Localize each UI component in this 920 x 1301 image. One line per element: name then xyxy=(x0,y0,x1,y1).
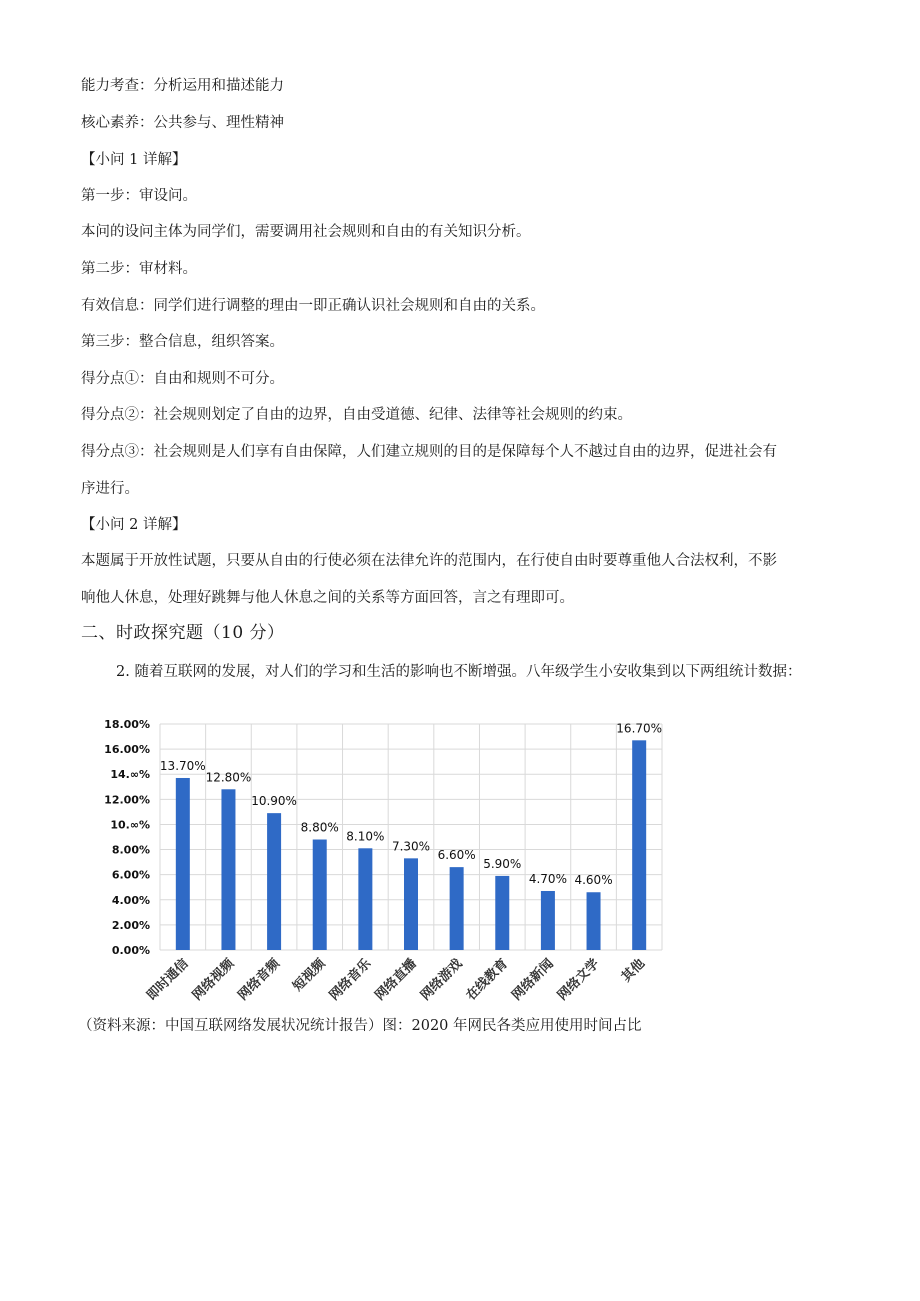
y-tick-label: 8.00% xyxy=(111,843,150,857)
literacy-line: 核心素养：公共参与、理性精神 xyxy=(81,115,284,131)
bar xyxy=(404,858,418,950)
bar xyxy=(358,848,372,950)
y-tick-label: 4.00% xyxy=(111,893,150,907)
x-tick-label: 即时通信 xyxy=(144,956,192,1004)
data-label: 6.60% xyxy=(437,848,476,863)
effective-info: 有效信息：同学们进行调整的理由一即正确认识社会规则和自由的关系。 xyxy=(81,298,545,314)
bar xyxy=(587,892,601,950)
data-label: 10.90% xyxy=(251,794,297,809)
q2-title: 【小问 2 详解】 xyxy=(81,517,187,533)
x-tick-label: 网络新闻 xyxy=(509,956,557,1004)
q2-intro: 2. 随着互联网的发展，对人们的学习和生活的影响也不断增强。八年级学生小安收集到以下两组统计数据： xyxy=(116,664,802,680)
x-tick-label: 网络音乐 xyxy=(326,956,375,1004)
y-tick-label: 12.00% xyxy=(104,793,150,807)
data-label: 7.30% xyxy=(391,839,431,854)
data-label: 12.80% xyxy=(205,770,252,785)
data-label: 4.70% xyxy=(528,871,567,886)
section-heading: 二、时政探究题（10 分） xyxy=(81,623,285,643)
x-tick-label: 网络视频 xyxy=(189,956,238,1004)
bar xyxy=(632,740,646,950)
y-tick-label: 18.00% xyxy=(104,718,150,731)
x-tick-label: 在线教育 xyxy=(463,956,512,1004)
q1-title: 【小问 1 详解】 xyxy=(81,152,187,168)
ability-line: 能力考查：分析运用和描述能力 xyxy=(81,78,284,94)
x-tick-label: 网络游戏 xyxy=(418,956,466,1004)
y-tick-label: 10.∞% xyxy=(110,818,150,832)
x-tick-label: 网络直播 xyxy=(372,956,420,1004)
x-tick-label: 网络音频 xyxy=(235,956,283,1004)
step1-line: 第一步：审设问。 xyxy=(81,188,197,204)
data-label: 13.70% xyxy=(159,758,206,773)
y-tick-label: 6.00% xyxy=(111,868,150,882)
q2-line1: 本题属于开放性试题，只要从自由的行使必须在法律允许的范围内，在行使自由时要尊重他人合法权利，不影 xyxy=(81,553,777,569)
data-label: 8.10% xyxy=(346,829,385,844)
bar xyxy=(267,813,281,950)
y-tick-label: 0.00% xyxy=(111,944,150,957)
point1-line: 得分点①：自由和规则不可分。 xyxy=(81,371,284,387)
usage-bar-chart xyxy=(90,704,680,1020)
x-tick-label: 短视频 xyxy=(290,956,329,995)
point3-line2: 序进行。 xyxy=(81,481,139,497)
bar xyxy=(313,840,327,950)
step3-line: 第三步：整合信息，组织答案。 xyxy=(81,334,284,350)
bar xyxy=(450,867,464,950)
step2-line: 第二步：审材料。 xyxy=(81,261,197,277)
point3-line1: 得分点③：社会规则是人们享有自由保障，人们建立规则的目的是保障每个人不越过自由的边界，促进社会有 xyxy=(81,444,777,460)
bar xyxy=(221,789,235,950)
y-tick-label: 14.∞% xyxy=(110,768,150,782)
q2-line2: 响他人休息，处理好跳舞与他人休息之间的关系等方面回答，言之有理即可。 xyxy=(81,590,574,606)
point2-line: 得分点②：社会规则划定了自由的边界，自由受道德、纪律、法律等社会规则的约束。 xyxy=(81,407,632,423)
chart-svg xyxy=(90,704,680,1020)
step1-detail: 本问的设问主体为同学们，需要调用社会规则和自由的有关知识分析。 xyxy=(81,224,531,240)
data-label: 8.80% xyxy=(300,820,339,835)
y-tick-label: 16.00% xyxy=(104,743,150,757)
y-tick-label: 2.00% xyxy=(111,918,150,932)
bar xyxy=(176,778,190,950)
x-tick-label: 网络文学 xyxy=(554,956,603,1004)
data-label: 16.70% xyxy=(616,721,663,736)
data-label: 4.60% xyxy=(574,873,613,888)
data-label: 5.90% xyxy=(483,856,522,871)
chart-caption: （资料来源：中国互联网络发展状况统计报告）图：2020 年网民各类应用使用时间占比 xyxy=(78,1018,642,1034)
bar xyxy=(541,891,555,950)
x-tick-label: 其他 xyxy=(619,956,649,986)
bar xyxy=(495,876,509,950)
